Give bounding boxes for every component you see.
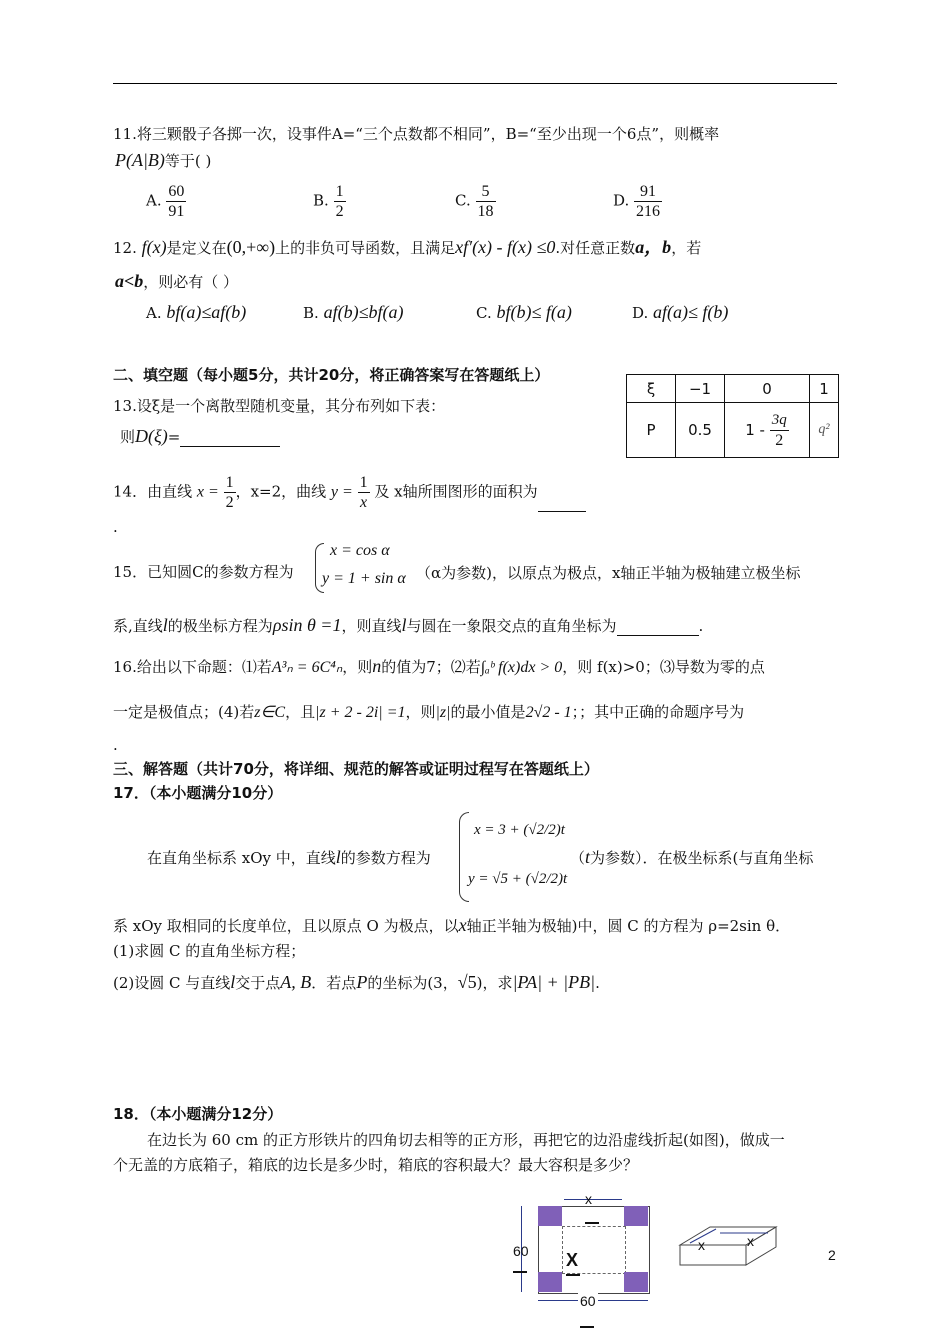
q12-fx: f(x) xyxy=(141,237,167,257)
x-bar xyxy=(585,1222,599,1224)
q16-text: ，且 xyxy=(285,703,316,721)
q17-title: 17．（本小题满分10分） xyxy=(113,784,283,802)
numerator: 5 xyxy=(481,183,490,200)
q18-title: 18．（本小题满分12分） xyxy=(113,1105,283,1123)
section-2-heading: 二、填空题（每小题5分，共计20分，将正确答案写在答题纸上） xyxy=(113,366,550,384)
q16-comb: A³ₙ = 6C⁴ₙ xyxy=(271,659,343,676)
q17-sum: |PA| + |PB| xyxy=(512,972,596,992)
page-number: 2 xyxy=(828,1247,836,1263)
q17-text: 交于点 xyxy=(235,974,281,992)
line-l: l xyxy=(335,847,341,867)
option-label: C. xyxy=(476,304,492,322)
q14-text: 14．由直线 xyxy=(113,482,193,501)
q12-ab: a，b xyxy=(635,237,672,257)
q17-text: (2)设圆 C 与直线 xyxy=(113,974,231,992)
option-expr: bf(a)≤af(b) xyxy=(166,302,247,322)
q17-p: P xyxy=(356,972,368,992)
q17-text: 在直角坐标系 xOy 中，直线 xyxy=(147,849,336,867)
option-label: D. xyxy=(613,191,630,210)
q16-text: 的值为7；⑵若 xyxy=(381,658,481,676)
q12-line1 xyxy=(113,237,701,258)
table-row-label: P xyxy=(627,403,676,458)
option-label: C. xyxy=(455,191,471,210)
q17-line1b xyxy=(570,847,813,868)
answer-blank[interactable] xyxy=(617,619,699,636)
corner-square xyxy=(624,1206,648,1226)
answer-blank[interactable] xyxy=(538,495,586,512)
q16-text: ，则 f(x)>0；⑶导数为零的点 xyxy=(562,658,765,676)
q15-text-b: （α为参数)，以原点为极点，x轴正半轴为极轴建立极坐标 xyxy=(416,564,801,582)
q16-integral: ∫ₐᵇ f(x)dx > 0 xyxy=(480,659,563,676)
numerator: 1 xyxy=(335,183,344,200)
q11-option-a xyxy=(146,182,186,221)
option-expr: af(b)≤bf(a) xyxy=(323,302,404,322)
line-l: l xyxy=(401,615,407,635)
denominator: 18 xyxy=(477,203,494,220)
fraction xyxy=(334,182,346,221)
q12-option-a xyxy=(146,302,246,323)
table-cell: 0.5 xyxy=(676,403,725,458)
q16-absz: |z| xyxy=(435,704,451,721)
fraction xyxy=(166,182,186,221)
q17-x: x xyxy=(458,915,467,935)
q17-text: 的参数方程为 xyxy=(340,849,431,867)
q15-polar: ρsin θ =1 xyxy=(272,615,342,635)
q12-option-c xyxy=(476,302,572,323)
header-rule xyxy=(113,83,837,84)
box-label-x1: x xyxy=(698,1237,705,1253)
q17-ab: A, B xyxy=(280,972,312,992)
label-bottom-60: 60 xyxy=(580,1293,596,1309)
answer-blank[interactable] xyxy=(180,430,280,447)
q12-condition: xf′(x) - f(x) ≤0 xyxy=(455,237,556,257)
q14-y-eq: y = xyxy=(330,483,353,501)
q16-n: n xyxy=(372,656,382,676)
numerator: 3q xyxy=(771,411,787,428)
q13-prefix: 则 xyxy=(120,428,136,446)
section-3-heading: 三、解答题（共计70分，将详细、规范的解答或证明过程写在答题纸上） xyxy=(113,760,599,778)
q17-text: . xyxy=(595,974,600,992)
q17-text: 为参数）．在极坐标系(与直角坐标 xyxy=(590,849,814,867)
numerator: 91 xyxy=(640,183,657,200)
q12-interval: (0,+∞) xyxy=(226,237,276,257)
q15-text: ，则直线 xyxy=(341,617,402,635)
q15-eq1: x = cos α xyxy=(330,542,390,559)
q17-text: 轴正半轴为极轴)中，圆 C 的方程为 ρ=2sin θ． xyxy=(466,917,791,935)
denominator: 2 xyxy=(335,203,344,220)
q15-text: 系,直线 xyxy=(113,617,163,635)
box-figure xyxy=(676,1215,780,1273)
fraction xyxy=(634,182,662,221)
q16-minval: 2√2 - 1 xyxy=(525,704,572,721)
q12-text: ，则必有（ ） xyxy=(143,273,239,291)
cell-prefix: 1 - xyxy=(745,420,765,439)
option-expr: af(a)≤ f(b) xyxy=(653,302,729,322)
fraction xyxy=(770,411,789,450)
numerator: 1 xyxy=(359,474,368,491)
q11-option-d xyxy=(613,182,662,221)
q16-abs: |z + 2 - 2i| =1 xyxy=(315,704,406,721)
q15-text: . xyxy=(698,617,704,635)
q17-eq2: y = √5 + (√2/2)t xyxy=(468,871,568,887)
q16-dot: . xyxy=(113,736,118,754)
q17-text: 系 xOy 取相同的长度单位，且以原点 O 为极点，以 xyxy=(113,917,459,935)
fraction xyxy=(224,473,236,512)
line-l: l xyxy=(162,615,168,635)
q17-t: t xyxy=(585,847,591,867)
q12-line2 xyxy=(115,271,238,292)
q17-text: 的坐标为(3， xyxy=(367,974,458,992)
q11-expr: P(A|B) xyxy=(115,150,165,170)
q17-line1a xyxy=(147,847,431,868)
label-x-mid: X xyxy=(566,1250,579,1270)
q17-brace xyxy=(459,812,469,902)
x-mid-bar xyxy=(566,1274,580,1276)
q16-text: ，则 xyxy=(405,703,436,721)
q17-eq1: x = 3 + (√2/2)t xyxy=(474,822,565,838)
q14-text: 及 x轴所围图形的面积为 xyxy=(374,482,538,501)
q13-text: 13.设ξ是一个离散型随机变量，其分布列如下表： xyxy=(113,397,446,415)
fraction xyxy=(358,473,370,512)
q16-zc: z∈C xyxy=(254,704,286,721)
option-expr: bf(b)≤ f(a) xyxy=(496,302,572,322)
q15-line2 xyxy=(113,615,703,636)
denominator: 216 xyxy=(636,203,661,220)
q12-number: 12. xyxy=(113,239,137,257)
table-header-cell: −1 xyxy=(676,375,725,403)
q14-x-eq: x = xyxy=(196,483,219,501)
q15-text: 与圆在一象限交点的直角坐标为 xyxy=(406,617,617,635)
table-header-cell: 0 xyxy=(725,375,810,403)
label-side-60: 60 xyxy=(513,1243,529,1259)
q12-text: ，若 xyxy=(671,239,702,257)
q14-line xyxy=(113,473,586,512)
q17-text: （ xyxy=(570,849,586,867)
q12-text: .对任意正数 xyxy=(555,239,636,257)
distribution-table xyxy=(626,374,839,458)
denominator: 2 xyxy=(225,494,234,511)
q16-text: 一定是极值点；(4)若 xyxy=(113,703,255,721)
q15-text: 15．已知圆C的参数方程为 xyxy=(113,563,294,581)
table-cell: q² xyxy=(810,403,839,458)
q12-text: 上的非负可导函数，且满足 xyxy=(275,239,456,257)
numerator: 1 xyxy=(225,474,234,491)
q15-eq2: y = 1 + sin α xyxy=(322,570,406,587)
top-arrow xyxy=(564,1199,622,1200)
table-cell xyxy=(725,403,810,458)
q11-text: 11.将三颗骰子各掷一次，设事件A=“三个点数都不相同”，B=“至少出现一个6点”，则概率 xyxy=(113,125,720,143)
q11-option-b xyxy=(313,182,346,221)
q18-line1: 在边长为 60 cm 的正方形铁片的四角切去相等的正方形，再把它的边沿虚线折起(如图)，做成一 xyxy=(147,1131,785,1149)
bottom-bar xyxy=(580,1326,594,1328)
option-label: B. xyxy=(313,191,329,210)
denominator: 91 xyxy=(168,203,185,220)
option-label: A. xyxy=(146,191,162,210)
label-x-top: x xyxy=(585,1191,592,1207)
q11-option-c xyxy=(455,182,496,221)
denominator: 2 xyxy=(770,430,789,450)
q13-variance: D(ξ) xyxy=(135,426,168,446)
q11-line2 xyxy=(115,150,211,171)
corner-square xyxy=(538,1272,562,1292)
table-header-cell: ξ xyxy=(627,375,676,403)
box-label-x2: x xyxy=(747,1233,754,1249)
q17-sqrt5: √5 xyxy=(457,972,477,992)
table-header-cell: 1 xyxy=(810,375,839,403)
q16-text: 16.给出以下命题：⑴若 xyxy=(113,658,272,676)
q16-text: ，则 xyxy=(342,658,373,676)
q12-option-d xyxy=(632,302,728,323)
q13-answer xyxy=(120,426,280,447)
q12-text: 是定义在 xyxy=(166,239,227,257)
q18-line2: 个无盖的方底箱子，箱底的边长是多少时，箱底的容积最大？最大容积是多少？ xyxy=(113,1156,639,1174)
side-bar xyxy=(513,1271,527,1273)
q17-text: ．若点 xyxy=(311,974,357,992)
q12-option-b xyxy=(303,302,403,323)
option-label: B. xyxy=(303,304,319,322)
q12-a-lt-b: a<b xyxy=(115,271,144,291)
option-label: A. xyxy=(146,304,162,322)
denominator: x xyxy=(358,492,370,512)
q14-dot: . xyxy=(113,518,118,536)
q17-text: )，求 xyxy=(476,974,513,992)
q16-text: 的最小值是 xyxy=(450,703,526,721)
q17-part2 xyxy=(113,972,600,993)
q17-line2 xyxy=(113,915,790,936)
option-label: D. xyxy=(632,304,649,322)
numerator: 60 xyxy=(168,183,185,200)
q15-text: 的极坐标方程为 xyxy=(167,617,273,635)
q13-eq: = xyxy=(167,428,181,446)
q11-tail: 等于( ) xyxy=(164,152,212,170)
fraction xyxy=(476,182,496,221)
q14-text: ，x=2，曲线 xyxy=(235,482,327,501)
corner-square xyxy=(538,1206,562,1226)
q16-line1 xyxy=(113,656,765,678)
q15-line1 xyxy=(113,562,294,582)
q16-text: ；；其中正确的命题序号为 xyxy=(571,703,745,721)
corner-square xyxy=(624,1272,648,1292)
line-l: l xyxy=(230,972,236,992)
q17-part1: (1)求圆 C 的直角坐标方程； xyxy=(113,942,306,960)
q16-line2 xyxy=(113,702,744,723)
